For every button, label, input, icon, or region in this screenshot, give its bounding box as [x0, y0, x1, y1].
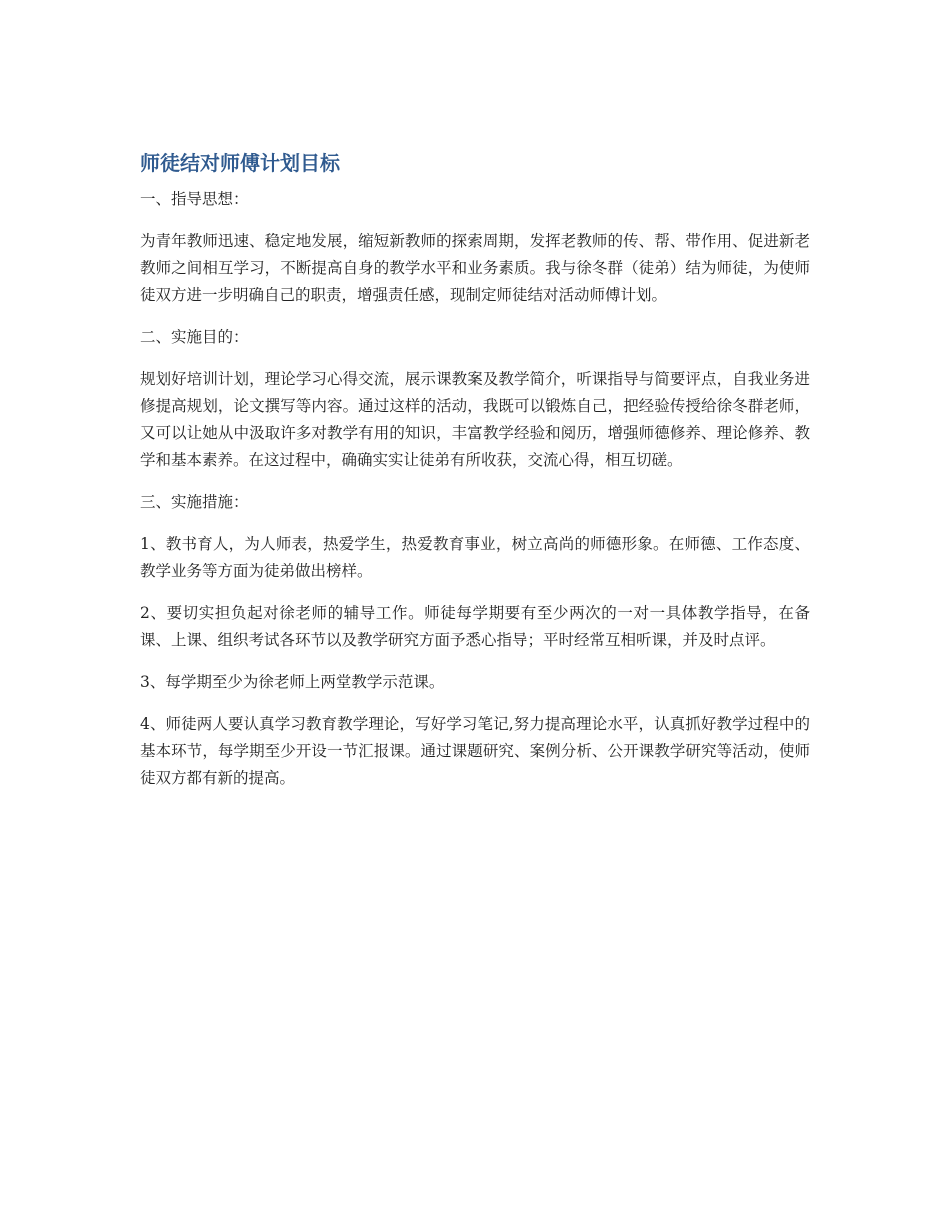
paragraph: 规划好培训计划，理论学习心得交流，展示课教案及教学简介，听课指导与简要评点，自我业务进修提高规划，论文撰写等内容。通过这样的活动，我既可以锻炼自己，把经验传授给徐冬群老师，又可以让她从中汲取许多对教学有用的知识，丰富教学经验和阅历，增强师德修养、理论修养、教学和基本素养。在这过程中，确确实实让徒弟有所收获，交流心得，相互切磋。: [140, 370, 810, 469]
paragraph: 为青年教师迅速、稳定地发展，缩短新教师的探索周期，发挥老教师的传、帮、带作用、促进新老教师之间相互学习，不断提高自身的教学水平和业务素质。我与徐冬群（徒弟）结为师徒，为使师徒双方进一步明确自己的职责，增强责任感，现制定师徒结对活动师傅计划。: [140, 232, 810, 304]
measure-item: 1、教书育人，为人师表，热爱学生，热爱教育事业，树立高尚的师德形象。在师德、工作态度、教学业务等方面为徒弟做出榜样。: [140, 535, 810, 580]
document-title: 师徒结对师傅计划目标: [140, 151, 340, 175]
measure-item: 4、师徒两人要认真学习教育教学理论，写好学习笔记,努力提高理论水平，认真抓好教学过程中的基本环节，每学期至少开设一节汇报课。通过课题研究、案例分析、公开课教学研究等活动，使师徒双方都有新的提高。: [140, 715, 810, 787]
section-heading: 二、实施目的：: [140, 328, 249, 346]
document-page: [140, 148, 810, 807]
section-heading: 一、指导思想：: [140, 190, 249, 208]
measure-item: 2、要切实担负起对徐老师的辅导工作。师徒每学期要有至少两次的一对一具体教学指导，在备课、上课、组织考试各环节以及教学研究方面予悉心指导；平时经常互相听课，并及时点评。: [140, 604, 810, 649]
section-heading: 三、实施措施：: [140, 493, 249, 511]
section-implementation-purpose: [140, 324, 810, 474]
measure-item: 3、每学期至少为徐老师上两堂教学示范课。: [140, 673, 445, 691]
section-guiding-ideology: [140, 186, 810, 309]
section-implementation-measures: [140, 489, 810, 792]
